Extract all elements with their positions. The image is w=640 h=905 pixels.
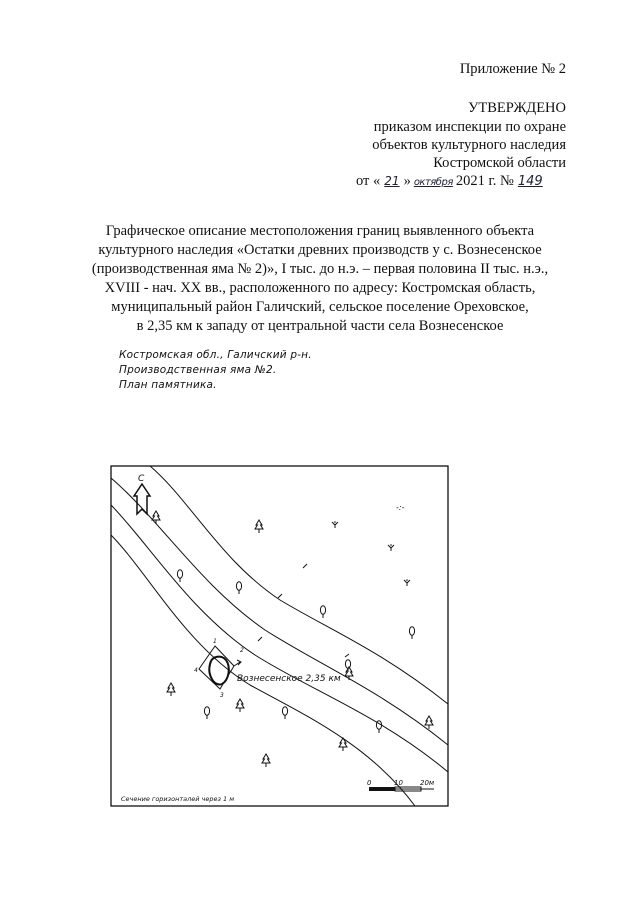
order-year: 2021 г. № — [455, 173, 514, 189]
conifer-tree-icon — [425, 716, 433, 729]
conifer-tree-icon — [167, 683, 175, 696]
approval-line-2: объектов культурного наследия — [372, 137, 566, 153]
caption-line: Костромская обл., Галичский р-н. — [119, 349, 312, 361]
contour-note: Сечение горизонталей через 1 м — [121, 795, 235, 803]
shrub-icon — [404, 579, 410, 586]
point-label: 4 — [194, 667, 198, 674]
order-mid: » — [403, 173, 411, 189]
deciduous-tree-icon — [282, 707, 287, 719]
shrub-icon — [388, 544, 394, 551]
map-ornament: -:- — [396, 503, 405, 512]
approved-label: УТВЕРЖДЕНО — [468, 100, 566, 116]
caption-line: Производственная яма №2. — [119, 364, 277, 376]
appendix-label: Приложение № 2 — [459, 61, 566, 77]
title-line: культурного наследия «Остатки древних производств у с. Вознесенское — [98, 242, 542, 258]
order-number: 149 — [517, 174, 543, 189]
conifer-tree-icon — [236, 699, 244, 712]
deciduous-tree-icon — [376, 721, 381, 733]
order-month: октября — [413, 177, 453, 188]
title-line: муниципальный район Галичский, сельское поселение Ореховское, — [111, 299, 529, 315]
map-frame — [111, 466, 448, 806]
order-prefix: от « — [356, 173, 381, 189]
deciduous-tree-icon — [345, 660, 350, 672]
deciduous-tree-icon — [236, 582, 241, 594]
point-label: 3 — [220, 692, 224, 699]
title-line: в 2,35 км к западу от центральной части села Вознесенское — [136, 318, 504, 334]
deciduous-tree-icon — [320, 606, 325, 618]
contour-line — [111, 478, 448, 745]
deciduous-tree-icon — [204, 707, 209, 719]
conifer-tree-icon — [255, 520, 263, 533]
caption-line: План памятника. — [119, 379, 217, 391]
north-arrow — [134, 474, 150, 514]
deciduous-tree-icon — [409, 627, 414, 639]
approval-line-3: Костромской области — [433, 155, 566, 171]
shrub-icon — [332, 521, 338, 528]
scale-label: 0 — [367, 779, 372, 787]
scale-label: 20м — [420, 779, 435, 787]
approval-line-1: приказом инспекции по охране — [373, 119, 566, 135]
point-label: 2 — [240, 647, 244, 654]
north-label: С — [138, 474, 145, 484]
deciduous-tree-icon — [177, 570, 182, 582]
order-day: 21 — [384, 174, 400, 188]
monument-boundary — [194, 638, 244, 699]
point-label: 1 — [213, 638, 217, 645]
contour-line — [111, 535, 415, 806]
conifer-tree-icon — [152, 511, 160, 524]
conifer-tree-icon — [262, 754, 270, 767]
conifer-tree-icon — [345, 667, 353, 680]
scale-label: 10 — [394, 779, 403, 787]
scale-bar — [367, 779, 435, 791]
title-line: (производственная яма № 2)», I тыс. до н.э. – первая половина II тыс. н.э., — [91, 261, 549, 277]
title-line: XVIII - нач. XX вв., расположенного по адресу: Костромская область, — [104, 280, 536, 296]
title-line: Графическое описание местоположения границ выявленного объекта — [105, 223, 535, 239]
contour-hachures — [258, 564, 349, 657]
village-direction-label: Вознесенское 2,35 км — [237, 674, 341, 684]
